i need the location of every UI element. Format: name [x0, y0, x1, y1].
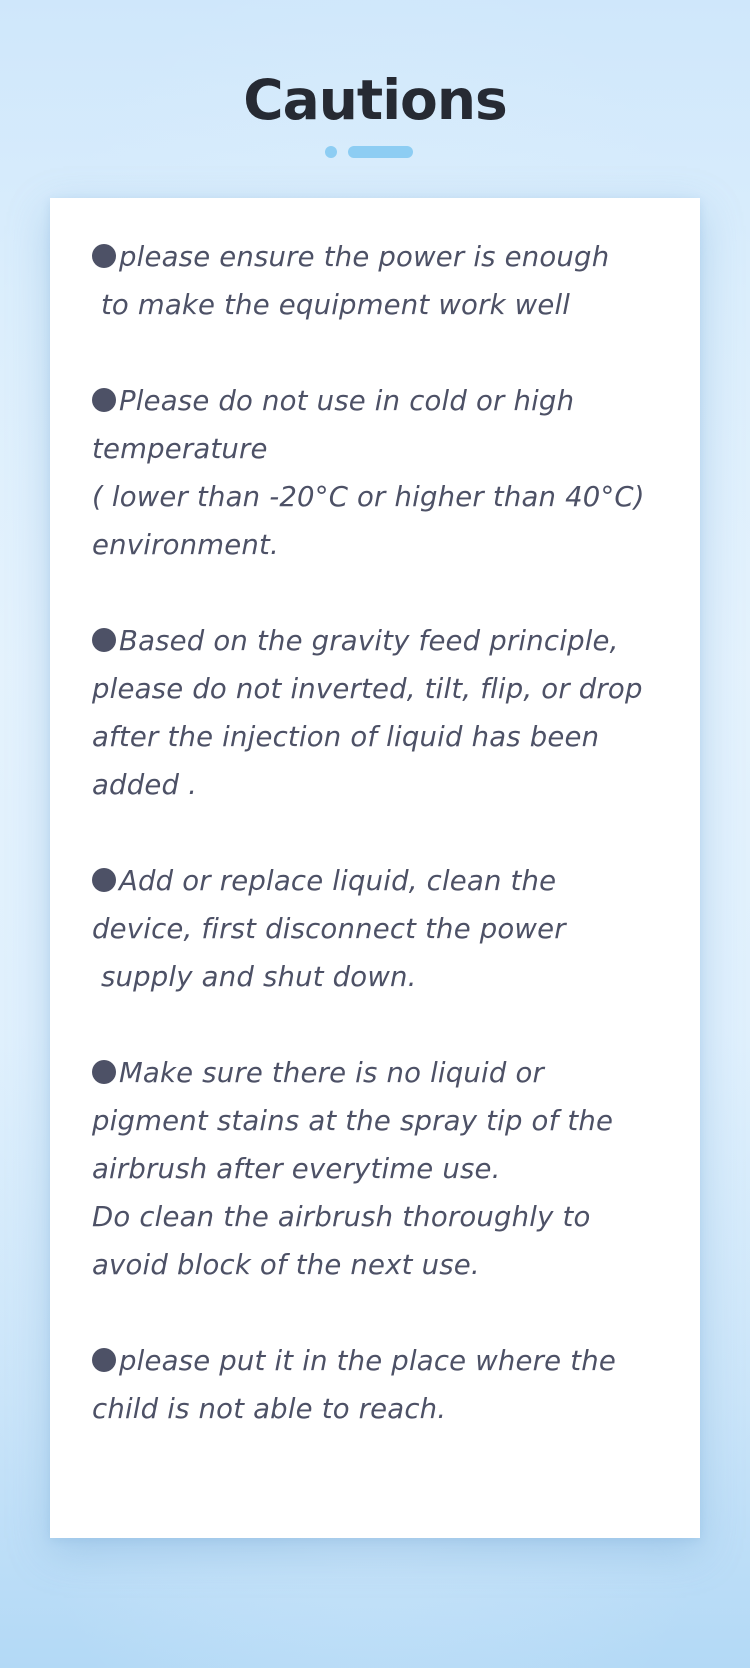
title-decoration-bar: [348, 146, 413, 158]
caution-line: [92, 377, 700, 425]
caution-item-temperature: [92, 377, 700, 569]
caution-text: Based on the gravity feed principle,: [119, 625, 619, 657]
page-title: Cautions: [243, 68, 507, 132]
caution-line: please do not inverted, tilt, flip, or drop: [92, 673, 643, 705]
caution-item-gravity-feed: [92, 617, 700, 809]
caution-text: Please do not use in cold or high: [119, 385, 575, 417]
caution-line: temperature: [92, 433, 268, 465]
caution-item-clean-airbrush: [92, 1049, 700, 1289]
title-decoration-dot: [325, 146, 337, 158]
caution-line: Do clean the airbrush thoroughly to: [92, 1201, 591, 1233]
caution-line: to make the equipment work well: [92, 289, 571, 321]
caution-line: [92, 1049, 700, 1097]
bullet-icon: [92, 628, 116, 652]
cautions-list: [92, 233, 700, 1481]
cautions-card: [50, 198, 700, 1538]
caution-line: added .: [92, 769, 198, 801]
caution-line: device, first disconnect the power: [92, 913, 566, 945]
caution-line: pigment stains at the spray tip of the: [92, 1105, 614, 1137]
caution-item-power: [92, 233, 700, 329]
caution-line: child is not able to reach.: [92, 1393, 447, 1425]
caution-text: please ensure the power is enough: [119, 241, 610, 273]
bullet-icon: [92, 388, 116, 412]
bullet-icon: [92, 1060, 116, 1084]
caution-line: [92, 1337, 700, 1385]
header: [0, 0, 750, 190]
caution-line: [92, 857, 700, 905]
caution-item-disconnect-power: [92, 857, 700, 1001]
caution-item-child-safety: [92, 1337, 700, 1433]
caution-text: Add or replace liquid, clean the: [119, 865, 557, 897]
bullet-icon: [92, 244, 116, 268]
caution-line: [92, 617, 700, 665]
caution-text: Make sure there is no liquid or: [119, 1057, 545, 1089]
caution-line: airbrush after everytime use.: [92, 1153, 501, 1185]
caution-line: after the injection of liquid has been: [92, 721, 600, 753]
caution-line: [92, 233, 700, 281]
caution-line: supply and shut down.: [92, 961, 417, 993]
bullet-icon: [92, 1348, 116, 1372]
caution-line: avoid block of the next use.: [92, 1249, 480, 1281]
caution-line: environment.: [92, 529, 279, 561]
bullet-icon: [92, 868, 116, 892]
caution-text: please put it in the place where the: [119, 1345, 616, 1377]
caution-line: ( lower than -20°C or higher than 40°C): [92, 481, 645, 513]
